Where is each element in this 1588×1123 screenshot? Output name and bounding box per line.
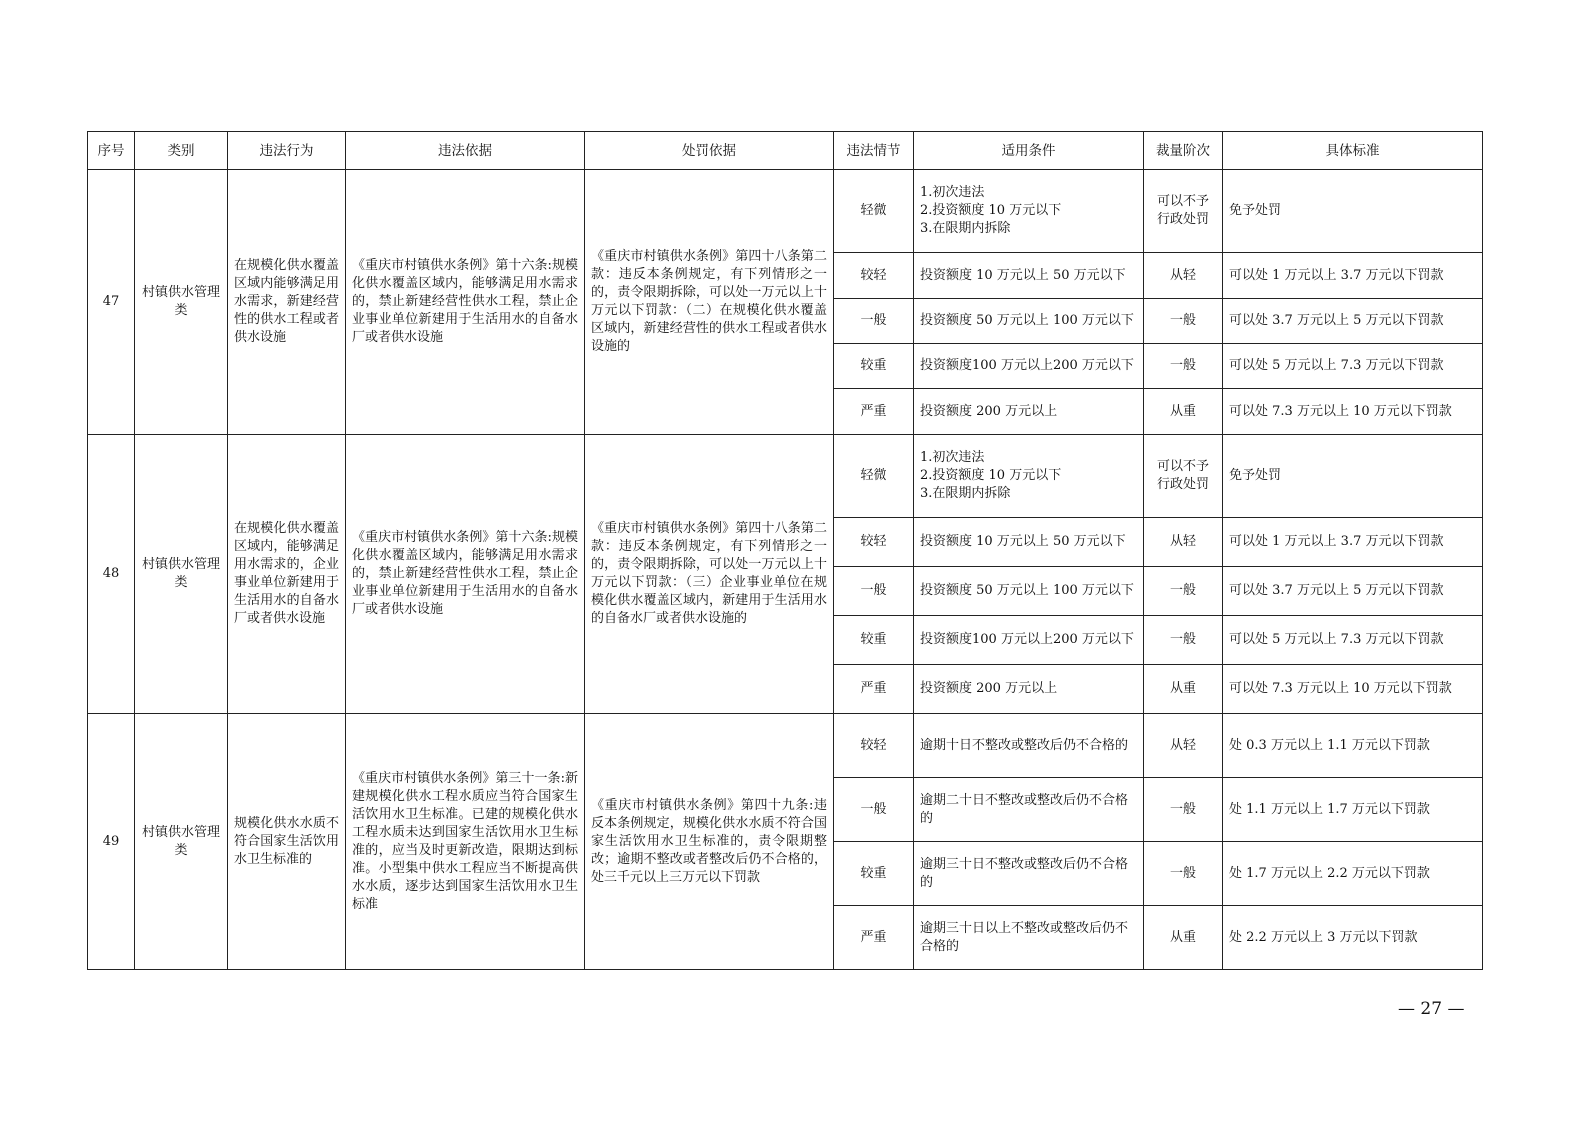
circumstance-cell: 较重 (834, 842, 914, 906)
standard-cell: 可以处 1 万元以上 3.7 万元以下罚款 (1223, 253, 1483, 299)
condition-cell: 投资额度100 万元以上200 万元以下 (914, 344, 1144, 389)
level-cell: 一般 (1144, 299, 1223, 344)
standard-cell: 可以处 1 万元以上 3.7 万元以下罚款 (1223, 518, 1483, 567)
legal-basis-cell: 《重庆市村镇供水条例》第十六条:规模化供水覆盖区域内，能够满足用水需求的，禁止新建经营性供水工程，禁止企业事业单位新建用于生活用水的自备水厂或者供水设施 (346, 435, 585, 714)
penalty-basis-cell: 《重庆市村镇供水条例》第四十八条第二款：违反本条例规定，有下列情形之一的，责令限期拆除，可以处一万元以上十万元以下罚款：（三）企业事业单位在规模化供水覆盖区域内，新建用于生活用水的自备水厂或者供水设施的 (585, 435, 834, 714)
level-cell: 可以不予 行政处罚 (1144, 170, 1223, 253)
standard-cell: 可以处 5 万元以上 7.3 万元以下罚款 (1223, 344, 1483, 389)
table-row (88, 714, 1483, 778)
standard-cell: 可以处 7.3 万元以上 10 万元以下罚款 (1223, 665, 1483, 714)
header-penalty-basis: 处罚依据 (585, 132, 834, 170)
table-row (88, 170, 1483, 253)
condition-cell: 投资额度 10 万元以上 50 万元以下 (914, 253, 1144, 299)
level-cell: 从轻 (1144, 253, 1223, 299)
level-cell: 一般 (1144, 344, 1223, 389)
header-row (88, 132, 1483, 170)
level-cell: 从重 (1144, 906, 1223, 970)
behavior-cell: 在规模化供水覆盖区域内能够满足用水需求，新建经营性的供水工程或者供水设施 (228, 170, 346, 435)
condition-cell: 逾期二十日不整改或整改后仍不合格的 (914, 778, 1144, 842)
condition-cell: 投资额度 200 万元以上 (914, 665, 1144, 714)
standard-cell: 可以处 5 万元以上 7.3 万元以下罚款 (1223, 616, 1483, 665)
level-cell: 可以不予 行政处罚 (1144, 435, 1223, 518)
standard-cell: 处 2.2 万元以上 3 万元以下罚款 (1223, 906, 1483, 970)
circumstance-cell: 一般 (834, 299, 914, 344)
standard-cell: 免予处罚 (1223, 170, 1483, 253)
condition-cell: 投资额度100 万元以上200 万元以下 (914, 616, 1144, 665)
page-number: — 27 — (1398, 999, 1465, 1019)
header-standard: 具体标准 (1223, 132, 1483, 170)
category-cell: 村镇供水管理类 (135, 714, 228, 970)
level-cell: 从重 (1144, 389, 1223, 435)
category-cell: 村镇供水管理类 (135, 170, 228, 435)
header-category: 类别 (135, 132, 228, 170)
behavior-cell: 规模化供水水质不符合国家生活饮用水卫生标准的 (228, 714, 346, 970)
circumstance-cell: 较重 (834, 616, 914, 665)
circumstance-cell: 较轻 (834, 253, 914, 299)
circumstance-cell: 一般 (834, 567, 914, 616)
circumstance-cell: 较轻 (834, 714, 914, 778)
circumstance-cell: 一般 (834, 778, 914, 842)
standard-cell: 可以处 3.7 万元以上 5 万元以下罚款 (1223, 299, 1483, 344)
legal-basis-cell: 《重庆市村镇供水条例》第三十一条:新建规模化供水工程水质应当符合国家生活饮用水卫生标准。已建的规模化供水工程水质未达到国家生活饮用水卫生标准的，应当及时更新改造，限期达到标准。小型集中供水工程应当不断提高供水水质，逐步达到国家生活饮用水卫生标准 (346, 714, 585, 970)
header-condition: 适用条件 (914, 132, 1144, 170)
serial-cell: 49 (88, 714, 135, 970)
standard-cell: 处 0.3 万元以上 1.1 万元以下罚款 (1223, 714, 1483, 778)
standard-cell: 免予处罚 (1223, 435, 1483, 518)
condition-cell: 逾期十日不整改或整改后仍不合格的 (914, 714, 1144, 778)
behavior-cell: 在规模化供水覆盖区域内，能够满足用水需求的，企业事业单位新建用于生活用水的自备水厂或者供水设施 (228, 435, 346, 714)
condition-cell: 逾期三十日以上不整改或整改后仍不合格的 (914, 906, 1144, 970)
circumstance-cell: 严重 (834, 665, 914, 714)
serial-cell: 47 (88, 170, 135, 435)
condition-cell: 投资额度 50 万元以上 100 万元以下 (914, 567, 1144, 616)
category-cell: 村镇供水管理类 (135, 435, 228, 714)
table-row (88, 435, 1483, 518)
serial-cell: 48 (88, 435, 135, 714)
condition-cell: 逾期三十日不整改或整改后仍不合格的 (914, 842, 1144, 906)
level-cell: 一般 (1144, 842, 1223, 906)
level-cell: 从重 (1144, 665, 1223, 714)
condition-cell: 投资额度 50 万元以上 100 万元以下 (914, 299, 1144, 344)
penalty-standards-table (87, 131, 1483, 970)
condition-cell: 投资额度 200 万元以上 (914, 389, 1144, 435)
condition-cell: 1.初次违法 2.投资额度 10 万元以下 3.在限期内拆除 (914, 170, 1144, 253)
legal-basis-cell: 《重庆市村镇供水条例》第十六条:规模化供水覆盖区域内，能够满足用水需求的，禁止新建经营性供水工程，禁止企业事业单位新建用于生活用水的自备水厂或者供水设施 (346, 170, 585, 435)
header-level: 裁量阶次 (1144, 132, 1223, 170)
level-cell: 一般 (1144, 567, 1223, 616)
standard-cell: 处 1.1 万元以上 1.7 万元以下罚款 (1223, 778, 1483, 842)
standard-cell: 可以处 3.7 万元以上 5 万元以下罚款 (1223, 567, 1483, 616)
header-circumstance: 违法情节 (834, 132, 914, 170)
level-cell: 一般 (1144, 778, 1223, 842)
standard-cell: 可以处 7.3 万元以上 10 万元以下罚款 (1223, 389, 1483, 435)
level-cell: 从轻 (1144, 518, 1223, 567)
standard-cell: 处 1.7 万元以上 2.2 万元以下罚款 (1223, 842, 1483, 906)
level-cell: 一般 (1144, 616, 1223, 665)
circumstance-cell: 严重 (834, 389, 914, 435)
penalty-basis-cell: 《重庆市村镇供水条例》第四十八条第二款：违反本条例规定，有下列情形之一的，责令限期拆除，可以处一万元以上十万元以下罚款：（二）在规模化供水覆盖区域内，新建经营性的供水工程或者供水设施的 (585, 170, 834, 435)
level-cell: 从轻 (1144, 714, 1223, 778)
circumstance-cell: 较重 (834, 344, 914, 389)
header-serial: 序号 (88, 132, 135, 170)
header-legal-basis: 违法依据 (346, 132, 585, 170)
condition-cell: 1.初次违法 2.投资额度 10 万元以下 3.在限期内拆除 (914, 435, 1144, 518)
circumstance-cell: 轻微 (834, 435, 914, 518)
header-behavior: 违法行为 (228, 132, 346, 170)
circumstance-cell: 较轻 (834, 518, 914, 567)
circumstance-cell: 轻微 (834, 170, 914, 253)
penalty-basis-cell: 《重庆市村镇供水条例》第四十九条:违反本条例规定，规模化供水水质不符合国家生活饮用水卫生标准的，责令限期整改；逾期不整改或者整改后仍不合格的，处三千元以上三万元以下罚款 (585, 714, 834, 970)
condition-cell: 投资额度 10 万元以上 50 万元以下 (914, 518, 1144, 567)
circumstance-cell: 严重 (834, 906, 914, 970)
